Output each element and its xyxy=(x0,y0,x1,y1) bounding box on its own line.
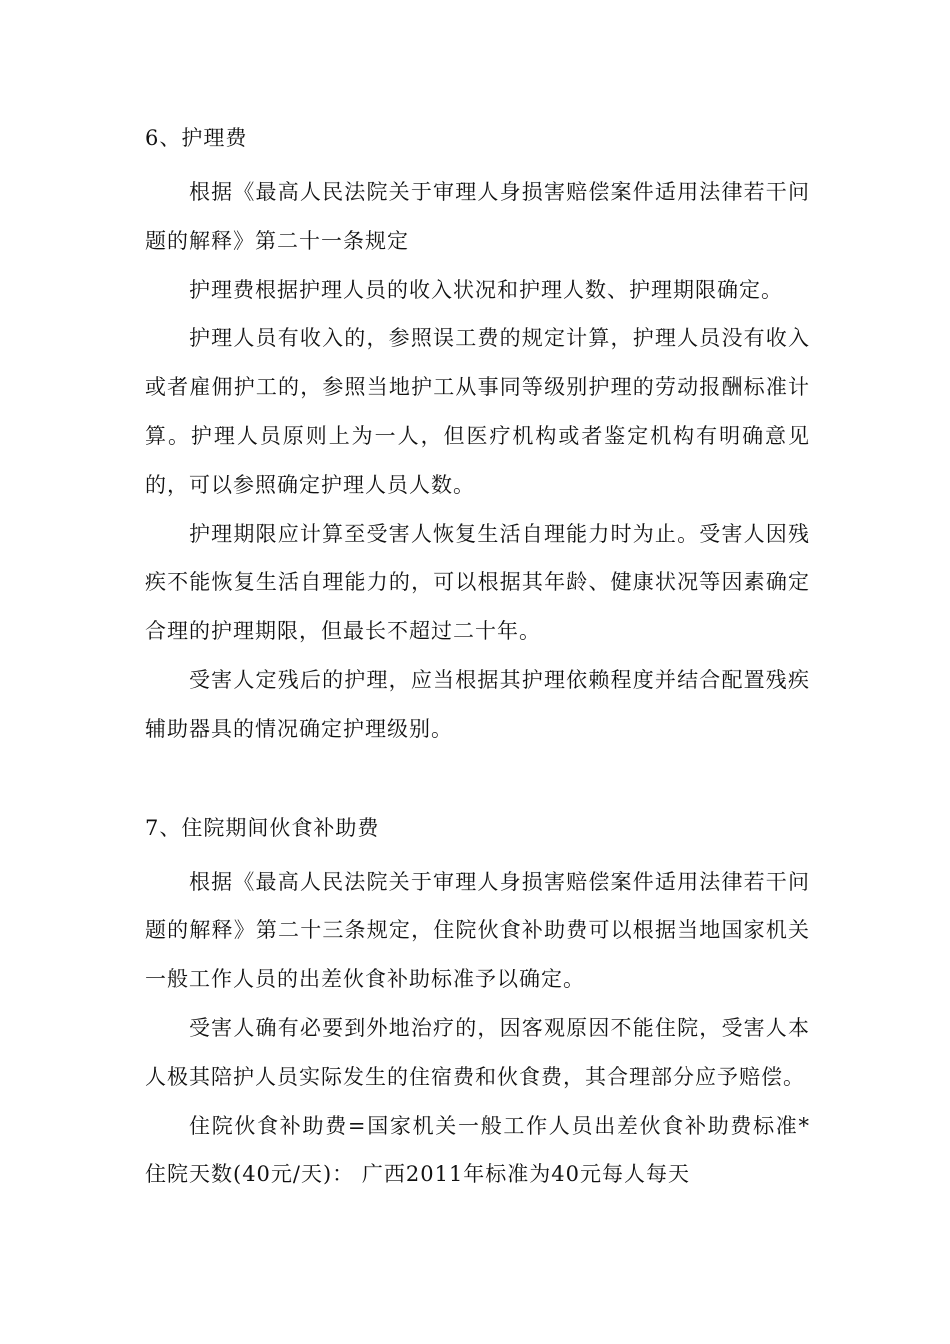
section-6-paragraph-1: 根据《最高人民法院关于审理人身损害赔偿案件适用法律若干问题的解释》第二十一条规定 xyxy=(145,180,810,253)
section-7-heading: 7、住院期间伙食补助费 xyxy=(145,815,380,840)
section-6-paragraph-3: 护理人员有收入的，参照误工费的规定计算，护理人员没有收入或者雇佣护工的，参照当地护工从事同等级别护理的劳动报酬标准计算。护理人员原则上为一人，但医疗机构或者鉴定机构有明确意见的，可以参照确定护理人员人数。 xyxy=(145,326,810,497)
section-6-paragraph-5: 受害人定残后的护理，应当根据其护理依赖程度并结合配置残疾辅助器具的情况确定护理级别。 xyxy=(145,667,810,741)
section-7-paragraph-3: 住院伙食补助费=国家机关一般工作人员出差伙食补助费标准*住院天数(40元/天)： 广西2011年标准为40元每人每天 xyxy=(145,1113,810,1187)
section-7-paragraph-1: 根据《最高人民法院关于审理人身损害赔偿案件适用法律若干问题的解释》第二十三条规定，住院伙食补助费可以根据当地国家机关一般工作人员的出差伙食补助标准予以确定。 xyxy=(145,869,810,992)
section-6-heading: 6、护理费 xyxy=(145,126,248,150)
section-6-paragraph-2: 护理费根据护理人员的收入状况和护理人数、护理期限确定。 xyxy=(189,277,783,302)
section-7-paragraph-2: 受害人确有必要到外地治疗的，因客观原因不能住院，受害人本人极其陪护人员实际发生的住宿费和伙食费，其合理部分应予赔偿。 xyxy=(145,1015,810,1089)
section-6-paragraph-4: 护理期限应计算至受害人恢复生活自理能力时为止。受害人因残疾不能恢复生活自理能力的，可以根据其年龄、健康状况等因素确定合理的护理期限，但最长不超过二十年。 xyxy=(145,521,810,644)
section-spacer xyxy=(145,754,810,804)
document-body xyxy=(145,114,810,1199)
